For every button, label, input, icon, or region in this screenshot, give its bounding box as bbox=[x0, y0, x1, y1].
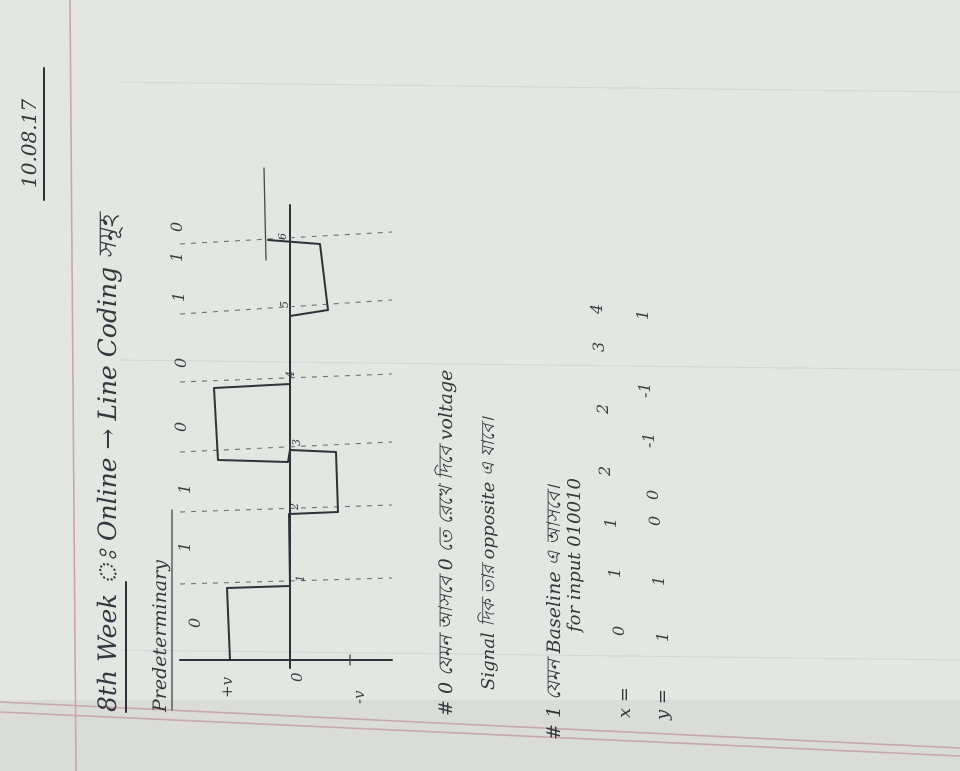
level-label-zero: 0 bbox=[288, 672, 306, 682]
mark-1: 1 bbox=[294, 575, 307, 582]
x-value-1: 0 bbox=[609, 625, 628, 636]
page-subheading: Predeterminary bbox=[149, 560, 171, 712]
mark-6: 6 bbox=[276, 233, 289, 240]
x-value-5: 2 bbox=[593, 403, 612, 414]
y-value-4: 0 bbox=[643, 489, 662, 500]
bit-3: 1 bbox=[175, 483, 194, 494]
rule-one: # 1 যেমন Baseline এ আসবে। bbox=[543, 485, 565, 740]
mark-4: 4 bbox=[284, 371, 297, 378]
y-value-6: -1 bbox=[635, 382, 654, 398]
mark-2: 2 bbox=[288, 503, 301, 510]
y-value-2: 1 bbox=[649, 575, 668, 586]
bit-5: 0 bbox=[171, 357, 190, 368]
x-value-6: 3 bbox=[589, 341, 608, 352]
y-label: y = bbox=[652, 689, 673, 720]
bit-8: 0 bbox=[167, 221, 186, 232]
rule-zero-cont: Signal দিক তার opposite এ যাবে। bbox=[478, 417, 499, 690]
x-label: x = bbox=[614, 687, 635, 718]
bit-1: 0 bbox=[185, 617, 204, 628]
page-heading: 8th Week ঃ Online → Line Coding সমূহ bbox=[93, 215, 122, 712]
bit-4: 0 bbox=[171, 421, 190, 432]
level-label-minus: -v bbox=[350, 690, 368, 704]
mark-3: 3 bbox=[290, 439, 303, 446]
bit-2: 1 bbox=[175, 541, 194, 552]
paper-shadow-edge bbox=[0, 700, 960, 771]
input-line: for input 010010 bbox=[564, 478, 585, 632]
y-value-3: 0 bbox=[645, 515, 664, 526]
x-value-7: 4 bbox=[587, 303, 606, 314]
date-text: 10.08.17 bbox=[17, 98, 41, 188]
level-label-plus: +v bbox=[218, 676, 236, 698]
bit-7: 1 bbox=[167, 251, 186, 262]
y-value-5: -1 bbox=[639, 432, 658, 448]
x-value-2: 1 bbox=[605, 567, 624, 578]
x-value-3: 1 bbox=[601, 517, 620, 528]
bit-6: 1 bbox=[169, 291, 188, 302]
mark-5: 5 bbox=[278, 301, 291, 308]
y-value-1: 1 bbox=[653, 631, 672, 642]
rule-zero: # 0 যেমন আসবে 0 তে রেখে দিবে voltage bbox=[435, 369, 457, 716]
y-value-7: 1 bbox=[633, 309, 652, 320]
x-value-4: 2 bbox=[595, 465, 614, 476]
